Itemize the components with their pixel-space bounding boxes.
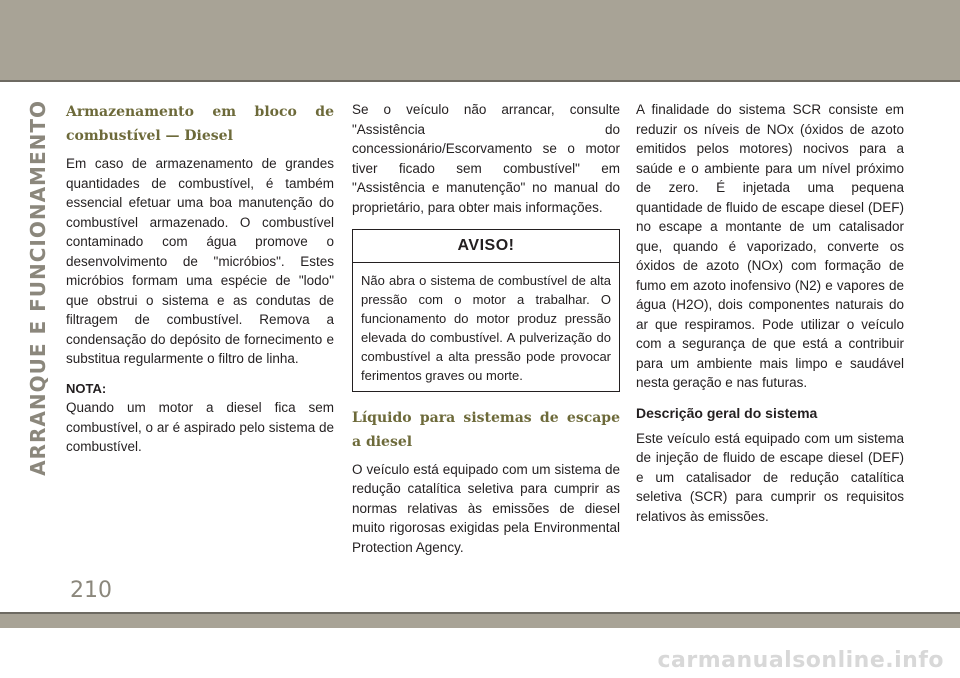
section-side-tab-label: ARRANQUE E FUNCIONAMENTO [26,100,50,476]
paragraph-system-overview: Este veículo está equipado com um sistema de injeção de fluido de escape diesel (DEF) e um catalisador de redução catalítica seletiva (SCR) para cumprir os requisitos relativos às emissões. [636,430,904,524]
column-1 [66,100,334,467]
paragraph-fuel-storage: Em caso de armazenamento de grandes quantidades de combustível, é também essencial efetuar uma boa manutenção do combustível armazenado. O combustível contaminado com água promove o desenvolvimento de "micróbios". Estes micróbios formam uma espécie de "lodo" que obstrui o sistema e as condutas de filtragem de combustível. Remova a condensação do depósito de fornecimento e substitua regularmente o filtro de linha. [66,156,334,366]
note-label: NOTA: [66,380,107,396]
note-text: Quando um motor a diesel fica sem combustível, o ar é aspirado pelo sistema de combustível. [66,400,334,454]
section-side-tab [24,100,52,476]
page-number: 210 [70,578,112,603]
footer-band [0,614,960,628]
warning-title: AVISO! [353,230,619,263]
heading-bulk-fuel-storage: Armazenamento em bloco de combustível — Diesel [66,104,334,144]
column-2 [352,100,620,567]
heading-diesel-exhaust-fluid: Líquido para sistemas de escape a diesel [352,409,620,450]
column-3 [636,100,904,536]
paragraph-scr-equipped: O veículo está equipado com um sistema de redução catalítica seletiva para cumprir as normas relativas às emissões de diesel muito rigorosas exigidas pela Environmental Protection Agency. [352,461,620,555]
warning-text: Não abra o sistema de combustível de alta pressão com o motor a trabalhar. O funcionamento do motor produz pressão elevada do combustível. A pulverização do combustível a alta pressão pode provocar ferimentos graves ou morte. [361,272,611,383]
header-band [0,0,960,80]
warning-box [352,229,620,392]
paragraph-scr-purpose: A finalidade do sistema SCR consiste em reduzir os níveis de NOx (óxidos de azoto emitidos pelos motores) nocivos para a saúde e o ambiente para um nível próximo de zero. É injetada uma pequena quantidade de fluido de escape diesel (DEF) no escape a montante de um catalisador que, quando é vaporizado, converte os óxidos de azoto (NOx) com formação de fumo em azoto inofensivo (N2) e vapores de água (H2O), dois componentes naturais do ar que respiramos. Pode utilizar o veículo com a segurança de que está a contribuir para um ambiente mais limpo e saudável nesta geração e nas futuras. [636,102,904,390]
paragraph-no-start: Se o veículo não arrancar, consulte "Assistência do concessionário/Escorvamento se o motor tiver ficado sem combustível" em "Assistência e manutenção" no manual do proprietário, para obter mais informações. [352,102,620,215]
heading-system-overview: Descrição geral do sistema [636,404,818,421]
watermark: carmanualsonline.info [657,648,944,673]
header-rule [0,80,960,82]
